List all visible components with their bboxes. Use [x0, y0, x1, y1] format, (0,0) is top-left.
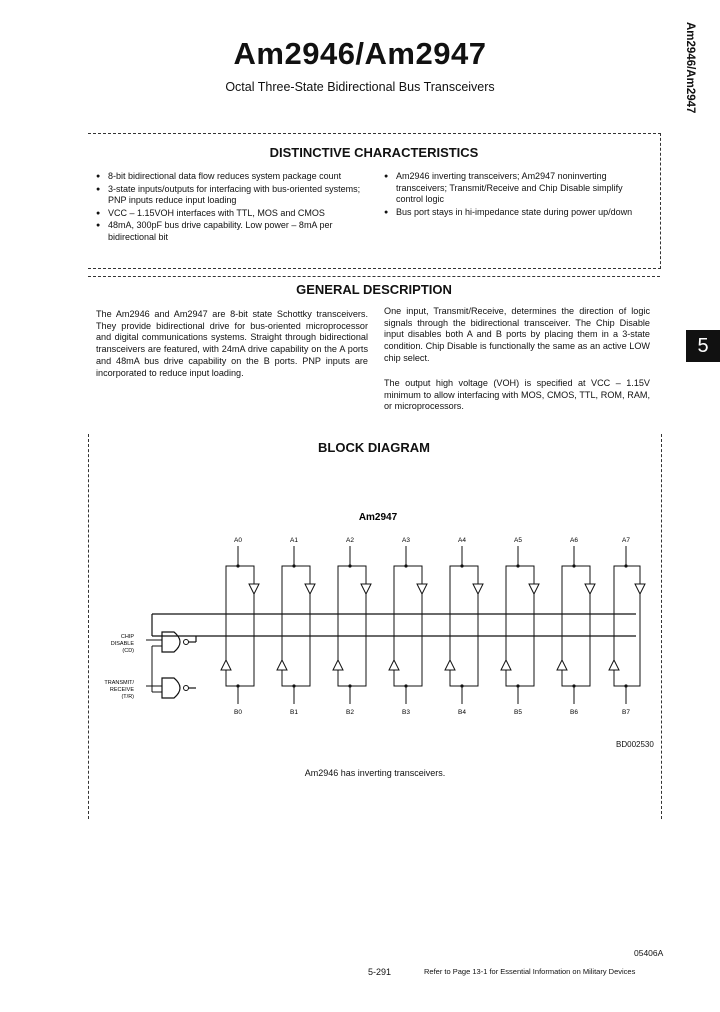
transceiver-channel — [445, 537, 483, 716]
cd-label-line: CHIP — [120, 634, 134, 640]
characteristics-heading: DISTINCTIVE CHARACTERISTICS — [269, 145, 479, 160]
b-port-label: B4 — [458, 709, 466, 716]
list-item: ● 3-state inputs/outputs for interfacing with bus-oriented systems; PNP inputs reduce input loading — [94, 184, 366, 207]
list-item: ● 48mA, 300pF bus drive capability. Low power – 8mA per bidirectional bit — [94, 220, 366, 243]
a-port-label: A3 — [402, 537, 410, 544]
a-port-label: A2 — [346, 537, 354, 544]
a-port-label: A6 — [570, 537, 578, 544]
description-heading: GENERAL DESCRIPTION — [296, 282, 452, 297]
transceiver-channel — [557, 537, 595, 716]
block-diagram-heading: BLOCK DIAGRAM — [318, 440, 430, 455]
page-title: Am2946/Am2947 — [233, 36, 487, 71]
transceiver-channel — [389, 537, 427, 716]
transceiver-channel — [277, 537, 315, 716]
cd-label-line: DISABLE — [110, 641, 134, 647]
page-number: 5-291 — [368, 967, 392, 977]
side-running-head: Am2946/Am2947 — [684, 22, 696, 114]
tr-label-line: (T/R) — [121, 694, 134, 700]
device-label: Am2947 — [358, 512, 398, 523]
a-port-label: A4 — [458, 537, 466, 544]
tr-label-line: RECEIVE — [109, 687, 134, 693]
a-port-label: A0 — [234, 537, 242, 544]
description-right-paragraph-2: The output high voltage (VOH) is specified at VCC – 1.15V minimum to allow interfacing with MOS, CMOS, TTL, ROM, RAM, or microprocessors. — [384, 378, 650, 412]
transceiver-channel — [221, 537, 259, 716]
b-port-label: B6 — [570, 709, 578, 716]
a-port-label: A1 — [290, 537, 298, 544]
footer-note: Refer to Page 13-1 for Essential Information on Military Devices — [424, 967, 636, 976]
description-right-paragraph-1: One input, Transmit/Receive, determines the direction of logic signals through the bidirectional transceiver. The Chip Disable input disables both A and B ports by placing them in a 3-state condition. Chip Disable is functionally the same as an active LOW chip select. — [384, 306, 650, 363]
list-item: ● Bus port stays in hi-impedance state during power up/down — [382, 207, 652, 219]
cd-label-line: (CD) — [122, 648, 134, 654]
b-port-label: B7 — [622, 709, 630, 716]
transceiver-channel — [333, 537, 371, 716]
a-port-label: A5 — [514, 537, 522, 544]
figure-code: BD002530 — [616, 740, 654, 749]
b-port-label: B1 — [290, 709, 298, 716]
description-left-paragraph: The Am2946 and Am2947 are 8-bit state Schottky transceivers. They provide bidirectional drive for bus-oriented microprocessor and digital communications systems. Straight through bidirectional transceivers are featured, with 24mA drive capability on the A ports and 48mA bus drive capability on the B ports. PNP inputs are incorporated to reduce input loading. — [96, 309, 368, 378]
chip-disable-gate — [162, 632, 180, 652]
document-code: 05406A — [634, 948, 664, 958]
b-port-label: B5 — [514, 709, 522, 716]
section-tab: 5 — [686, 330, 720, 362]
transceiver-channel — [609, 537, 645, 716]
block-diagram — [96, 500, 656, 730]
a-port-label: A7 — [622, 537, 630, 544]
transmit-receive-gate — [162, 678, 180, 698]
page-subtitle: Octal Three-State Bidirectional Bus Transceivers — [225, 80, 495, 94]
characteristics-left-list — [94, 171, 366, 245]
list-item: ● 8-bit bidirectional data flow reduces system package count — [94, 171, 366, 183]
characteristics-right-list — [382, 171, 652, 219]
list-item: ● VCC – 1.15VOH interfaces with TTL, MOS and CMOS — [94, 208, 366, 220]
transceiver-channel — [501, 537, 539, 716]
b-port-label: B2 — [346, 709, 354, 716]
b-port-label: B3 — [402, 709, 410, 716]
figure-caption: Am2946 has inverting transceivers. — [304, 768, 446, 778]
list-item: ● Am2946 inverting transceivers; Am2947 noninverting transceivers; Transmit/Receive and Chip Disable simplify control logic — [382, 171, 652, 206]
tr-label-line: TRANSMIT/ — [104, 680, 134, 686]
b-port-label: B0 — [234, 709, 242, 716]
